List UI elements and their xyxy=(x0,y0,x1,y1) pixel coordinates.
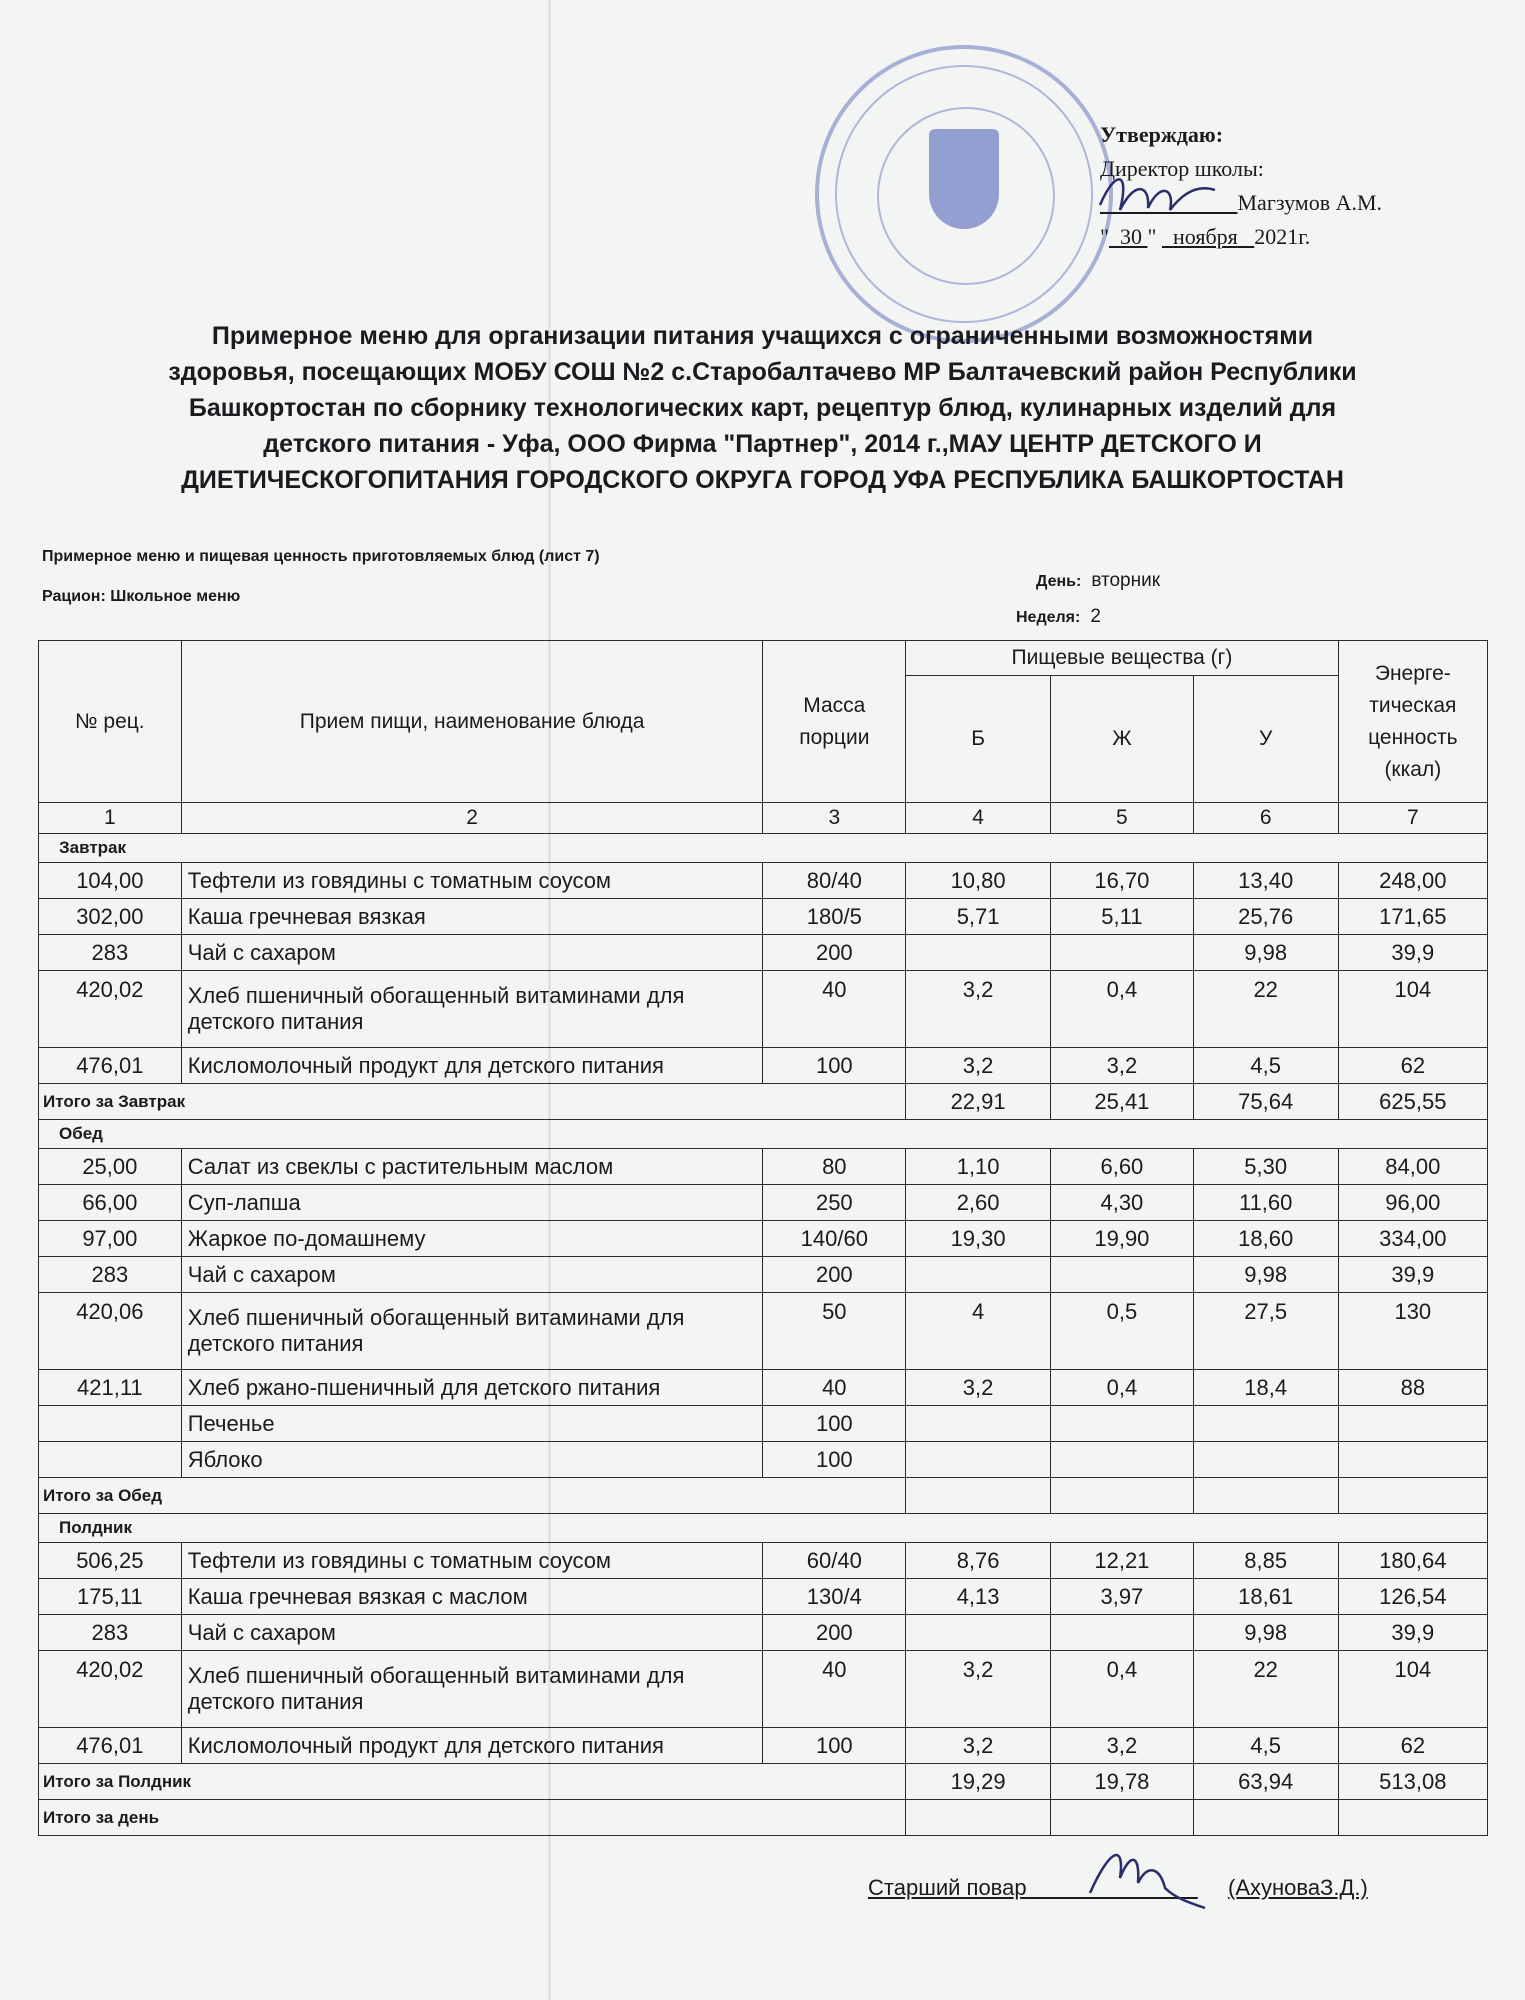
table-cell: 2 xyxy=(181,803,763,834)
table-cell: 200 xyxy=(763,935,906,971)
table-cell: 175,11 xyxy=(39,1579,182,1615)
section-breakfast xyxy=(39,834,1488,863)
table-cell: Итого за день xyxy=(39,1800,906,1836)
table-cell: 25,00 xyxy=(39,1149,182,1185)
table-cell: 25,76 xyxy=(1193,899,1338,935)
table-cell: 22,91 xyxy=(906,1084,1051,1120)
cook-signature xyxy=(1080,1838,1210,1913)
table-cell: Итого за Полдник xyxy=(39,1764,906,1800)
table-cell: Чай с сахаром xyxy=(181,935,763,971)
table-cell: 66,00 xyxy=(39,1185,182,1221)
table-cell xyxy=(1051,935,1194,971)
header-zh: Ж xyxy=(1051,676,1194,803)
table-cell: Хлеб пшеничный обогащенный витаминами для детского питания xyxy=(181,1293,763,1370)
table-cell: 27,5 xyxy=(1193,1293,1338,1370)
table-cell: 39,9 xyxy=(1338,1257,1487,1293)
table-cell xyxy=(906,1442,1051,1478)
table-cell: Кисломолочный продукт для детского питания xyxy=(181,1728,763,1764)
table-cell: 126,54 xyxy=(1338,1579,1487,1615)
table-cell: 334,00 xyxy=(1338,1221,1487,1257)
table-row xyxy=(39,1221,1488,1257)
table-cell: 3,2 xyxy=(906,1370,1051,1406)
table-cell: 283 xyxy=(39,935,182,971)
sheet-label: Примерное меню и пищевая ценность приготовляемых блюд (лист 7) xyxy=(42,548,600,565)
table-cell: 39,9 xyxy=(1338,935,1487,971)
table-cell xyxy=(906,1800,1051,1836)
table-cell: 4,30 xyxy=(1051,1185,1194,1221)
coat-of-arms-icon xyxy=(929,129,999,229)
table-cell: 18,4 xyxy=(1193,1370,1338,1406)
table-cell: 130 xyxy=(1338,1293,1487,1370)
table-cell xyxy=(1338,1442,1487,1478)
total-lunch-row xyxy=(39,1478,1488,1514)
approval-position: Директор школы: xyxy=(1100,156,1264,181)
table-cell: 3,97 xyxy=(1051,1579,1194,1615)
table-cell: 476,01 xyxy=(39,1048,182,1084)
table-cell: 3,2 xyxy=(906,971,1051,1048)
table-cell xyxy=(1051,1257,1194,1293)
total-day-row xyxy=(39,1800,1488,1836)
table-cell: 13,40 xyxy=(1193,863,1338,899)
table-cell: Хлеб ржано-пшеничный для детского питания xyxy=(181,1370,763,1406)
table-row xyxy=(39,1651,1488,1728)
table-cell: 476,01 xyxy=(39,1728,182,1764)
table-cell xyxy=(1051,1615,1194,1651)
table-cell xyxy=(1193,1478,1338,1514)
table-cell: Хлеб пшеничный обогащенный витаминами для детского питания xyxy=(181,1651,763,1728)
table-cell: Печенье xyxy=(181,1406,763,1442)
table-cell: 0,4 xyxy=(1051,1651,1194,1728)
table-cell: 22 xyxy=(1193,1651,1338,1728)
table-row xyxy=(39,1149,1488,1185)
table-cell: 4,5 xyxy=(1193,1728,1338,1764)
table-cell: 180/5 xyxy=(763,899,906,935)
table-cell xyxy=(906,1406,1051,1442)
table-row xyxy=(39,899,1488,935)
table-cell: Завтрак xyxy=(39,834,1488,863)
table-cell: 171,65 xyxy=(1338,899,1487,935)
table-cell: 420,02 xyxy=(39,1651,182,1728)
director-signature xyxy=(1090,160,1220,230)
table-cell: 420,02 xyxy=(39,971,182,1048)
table-cell xyxy=(906,1615,1051,1651)
table-cell: Салат из свеклы с растительным маслом xyxy=(181,1149,763,1185)
table-cell: 104 xyxy=(1338,1651,1487,1728)
table-cell: 84,00 xyxy=(1338,1149,1487,1185)
table-cell: Каша гречневая вязкая с маслом xyxy=(181,1579,763,1615)
table-row xyxy=(39,1579,1488,1615)
header-u: У xyxy=(1193,676,1338,803)
table-row xyxy=(39,1185,1488,1221)
table-cell: 104,00 xyxy=(39,863,182,899)
table-cell: 96,00 xyxy=(1338,1185,1487,1221)
table-cell: 75,64 xyxy=(1193,1084,1338,1120)
table-cell: 88 xyxy=(1338,1370,1487,1406)
table-cell: 200 xyxy=(763,1615,906,1651)
table-cell: 104 xyxy=(1338,971,1487,1048)
table-cell: 19,90 xyxy=(1051,1221,1194,1257)
table-cell: 18,61 xyxy=(1193,1579,1338,1615)
table-cell: 625,55 xyxy=(1338,1084,1487,1120)
table-row xyxy=(39,1406,1488,1442)
table-cell xyxy=(39,1406,182,1442)
table-cell: 12,21 xyxy=(1051,1543,1194,1579)
table-cell xyxy=(1193,1442,1338,1478)
table-row xyxy=(39,1257,1488,1293)
table-row xyxy=(39,935,1488,971)
table-cell: 0,4 xyxy=(1051,971,1194,1048)
table-cell: 5,11 xyxy=(1051,899,1194,935)
table-cell: 80 xyxy=(763,1149,906,1185)
table-cell: 4 xyxy=(906,1293,1051,1370)
table-cell: 180,64 xyxy=(1338,1543,1487,1579)
header-nutrients: Пищевые вещества (г) xyxy=(906,641,1338,676)
table-cell xyxy=(1193,1800,1338,1836)
table-cell xyxy=(1051,1800,1194,1836)
table-cell: Тефтели из говядины с томатным соусом xyxy=(181,863,763,899)
table-cell: 3,2 xyxy=(1051,1048,1194,1084)
table-row xyxy=(39,1048,1488,1084)
table-cell: 3,2 xyxy=(1051,1728,1194,1764)
table-cell: 10,80 xyxy=(906,863,1051,899)
table-cell: 1,10 xyxy=(906,1149,1051,1185)
table-cell: 513,08 xyxy=(1338,1764,1487,1800)
table-cell: 8,76 xyxy=(906,1543,1051,1579)
table-cell xyxy=(1338,1406,1487,1442)
menu-table xyxy=(38,640,1488,1836)
table-cell: Хлеб пшеничный обогащенный витаминами для детского питания xyxy=(181,971,763,1048)
table-cell: 9,98 xyxy=(1193,1615,1338,1651)
table-cell: 0,4 xyxy=(1051,1370,1194,1406)
table-cell: 100 xyxy=(763,1048,906,1084)
table-cell: 2,60 xyxy=(906,1185,1051,1221)
table-cell: 3,2 xyxy=(906,1651,1051,1728)
table-cell: 62 xyxy=(1338,1728,1487,1764)
document-title: Примерное меню для организации питания учащихся с ограниченными возможностями здоровья, посещающих МОБУ СОШ №2 с.Старобалтачево МР Балтачевский район Республики Башкортостан по сборнику технологических карт, рецептур блюд, кулинарных изделий для детского питания - Уфа, ООО Фирма "Партнер", 2014 г.,МАУ ЦЕНТР ДЕТСКОГО И ДИЕТИЧЕСКОГОПИТАНИЯ ГОРОДСКОГО ОКРУГА ГОРОД УФА РЕСПУБЛИКА БАШКОРТОСТАН xyxy=(168,322,1357,494)
table-cell: 248,00 xyxy=(1338,863,1487,899)
table-cell: 100 xyxy=(763,1728,906,1764)
table-row xyxy=(39,971,1488,1048)
table-cell: 140/60 xyxy=(763,1221,906,1257)
table-cell: Тефтели из говядины с томатным соусом xyxy=(181,1543,763,1579)
table-cell: 40 xyxy=(763,971,906,1048)
table-row xyxy=(39,1615,1488,1651)
table-cell xyxy=(1338,1478,1487,1514)
table-cell: Чай с сахаром xyxy=(181,1257,763,1293)
official-stamp xyxy=(815,45,1113,343)
table-row xyxy=(39,1442,1488,1478)
section-lunch xyxy=(39,1120,1488,1149)
table-cell: 9,98 xyxy=(1193,1257,1338,1293)
table-cell: 8,85 xyxy=(1193,1543,1338,1579)
approval-title: Утверждаю: xyxy=(1100,122,1224,147)
table-cell: 1 xyxy=(39,803,182,834)
table-cell: 6,60 xyxy=(1051,1149,1194,1185)
week-info: Неделя: 2 xyxy=(1016,606,1101,627)
table-cell: 11,60 xyxy=(1193,1185,1338,1221)
table-cell: 4,5 xyxy=(1193,1048,1338,1084)
table-row xyxy=(39,1370,1488,1406)
table-cell xyxy=(1051,1442,1194,1478)
table-cell: 7 xyxy=(1338,803,1487,834)
table-cell: 63,94 xyxy=(1193,1764,1338,1800)
table-cell: 421,11 xyxy=(39,1370,182,1406)
table-cell: 506,25 xyxy=(39,1543,182,1579)
table-row xyxy=(39,863,1488,899)
table-cell: 200 xyxy=(763,1257,906,1293)
table-cell: 3,2 xyxy=(906,1048,1051,1084)
header-energy: Энерге-тическая ценность (ккал) xyxy=(1338,641,1487,803)
table-cell: 100 xyxy=(763,1442,906,1478)
ration-label: Рацион: Школьное меню xyxy=(42,588,241,605)
director-name: Магзумов А.М. xyxy=(1237,190,1383,215)
total-snack-row xyxy=(39,1764,1488,1800)
table-cell: 4,13 xyxy=(906,1579,1051,1615)
table-cell: 40 xyxy=(763,1370,906,1406)
table-cell xyxy=(906,1257,1051,1293)
table-cell: 16,70 xyxy=(1051,863,1194,899)
header-mass: Масса порции xyxy=(763,641,906,803)
table-cell xyxy=(906,1478,1051,1514)
table-cell: 6 xyxy=(1193,803,1338,834)
table-cell xyxy=(1051,1478,1194,1514)
header-b: Б xyxy=(906,676,1051,803)
table-cell: 97,00 xyxy=(39,1221,182,1257)
table-cell: Чай с сахаром xyxy=(181,1615,763,1651)
table-cell xyxy=(1338,1800,1487,1836)
table-cell: 283 xyxy=(39,1257,182,1293)
table-cell: 3 xyxy=(763,803,906,834)
approval-date: " 30 " ноября 2021г. xyxy=(1100,224,1311,249)
table-cell: 100 xyxy=(763,1406,906,1442)
day-info: День: вторник xyxy=(1036,570,1161,591)
table-cell: 5 xyxy=(1051,803,1194,834)
table-cell: Жаркое по-домашнему xyxy=(181,1221,763,1257)
total-breakfast-row xyxy=(39,1084,1488,1120)
section-snack xyxy=(39,1514,1488,1543)
table-cell: 22 xyxy=(1193,971,1338,1048)
table-cell: 19,78 xyxy=(1051,1764,1194,1800)
table-cell: Полдник xyxy=(39,1514,1488,1543)
table-cell: Кисломолочный продукт для детского питания xyxy=(181,1048,763,1084)
table-cell: 60/40 xyxy=(763,1543,906,1579)
table-cell: 19,30 xyxy=(906,1221,1051,1257)
table-cell: 39,9 xyxy=(1338,1615,1487,1651)
table-cell xyxy=(1193,1406,1338,1442)
table-cell: 0,5 xyxy=(1051,1293,1194,1370)
column-numbers-row xyxy=(39,803,1488,834)
table-cell: 40 xyxy=(763,1651,906,1728)
table-cell: 5,30 xyxy=(1193,1149,1338,1185)
table-cell: Суп-лапша xyxy=(181,1185,763,1221)
table-cell: 302,00 xyxy=(39,899,182,935)
table-cell: 19,29 xyxy=(906,1764,1051,1800)
table-cell xyxy=(1051,1406,1194,1442)
table-cell: 62 xyxy=(1338,1048,1487,1084)
table-cell: 4 xyxy=(906,803,1051,834)
table-cell xyxy=(39,1442,182,1478)
header-row xyxy=(39,641,1488,676)
header-dish: Прием пищи, наименование блюда xyxy=(181,641,763,803)
table-cell: 25,41 xyxy=(1051,1084,1194,1120)
table-cell xyxy=(906,935,1051,971)
table-cell: Яблоко xyxy=(181,1442,763,1478)
table-cell: 9,98 xyxy=(1193,935,1338,971)
table-cell: 50 xyxy=(763,1293,906,1370)
table-row xyxy=(39,1293,1488,1370)
table-row xyxy=(39,1728,1488,1764)
table-cell: 3,2 xyxy=(906,1728,1051,1764)
table-cell: 80/40 xyxy=(763,863,906,899)
header-rec: № рец. xyxy=(39,641,182,803)
table-cell: 5,71 xyxy=(906,899,1051,935)
table-row xyxy=(39,1543,1488,1579)
table-cell: 283 xyxy=(39,1615,182,1651)
table-cell: 420,06 xyxy=(39,1293,182,1370)
table-cell: 250 xyxy=(763,1185,906,1221)
cook-name: (АхуноваЗ.Д.) xyxy=(1228,1875,1368,1900)
table-cell: Каша гречневая вязкая xyxy=(181,899,763,935)
cook-position: Старший повар xyxy=(868,1875,1027,1900)
table-cell: Обед xyxy=(39,1120,1488,1149)
table-cell: 130/4 xyxy=(763,1579,906,1615)
table-cell: Итого за Завтрак xyxy=(39,1084,906,1120)
table-cell: Итого за Обед xyxy=(39,1478,906,1514)
table-cell: 18,60 xyxy=(1193,1221,1338,1257)
